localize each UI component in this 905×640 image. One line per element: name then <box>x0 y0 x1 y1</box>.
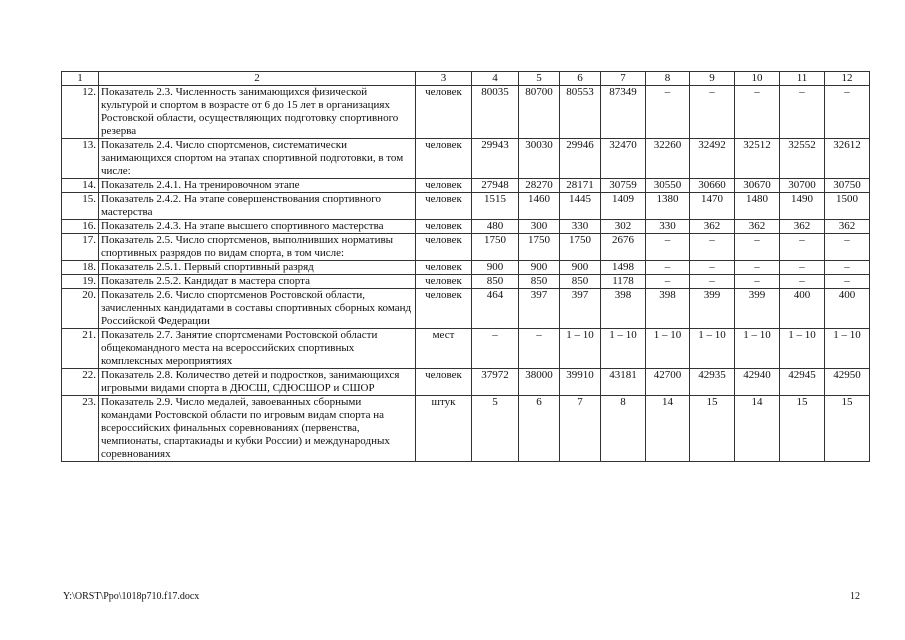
value-cell: 397 <box>560 289 601 329</box>
row-number: 21. <box>62 329 99 369</box>
unit-cell: человек <box>416 261 472 275</box>
indicator-name: Показатель 2.4. Число спортсменов, систематически занимающихся спортом на этапах спортивной подготовки, в том числе: <box>99 139 416 179</box>
value-cell: 29943 <box>472 139 519 179</box>
header-cell: 12 <box>825 72 870 86</box>
table-row <box>62 234 870 261</box>
value-cell: 27948 <box>472 179 519 193</box>
value-cell: 398 <box>646 289 690 329</box>
value-cell: 15 <box>690 396 735 462</box>
value-cell: 6 <box>519 396 560 462</box>
value-cell: 7 <box>560 396 601 462</box>
value-cell: 42950 <box>825 369 870 396</box>
table-body <box>62 72 870 462</box>
table-row <box>62 193 870 220</box>
footer-page-number: 12 <box>850 591 860 602</box>
value-cell: 30030 <box>519 139 560 179</box>
unit-cell: человек <box>416 289 472 329</box>
value-cell: – <box>690 261 735 275</box>
value-cell: 1750 <box>519 234 560 261</box>
value-cell: 400 <box>780 289 825 329</box>
table-row <box>62 369 870 396</box>
value-cell: 850 <box>472 275 519 289</box>
unit-cell: человек <box>416 179 472 193</box>
header-row <box>62 72 870 86</box>
header-cell: 5 <box>519 72 560 86</box>
indicator-name: Показатель 2.4.3. На этапе высшего спортивного мастерства <box>99 220 416 234</box>
value-cell: 1500 <box>825 193 870 220</box>
table-row <box>62 275 870 289</box>
value-cell: 400 <box>825 289 870 329</box>
header-cell: 11 <box>780 72 825 86</box>
value-cell: 39910 <box>560 369 601 396</box>
value-cell: 80553 <box>560 86 601 139</box>
value-cell: 15 <box>825 396 870 462</box>
row-number: 16. <box>62 220 99 234</box>
value-cell: 5 <box>472 396 519 462</box>
table-row <box>62 220 870 234</box>
value-cell: 29946 <box>560 139 601 179</box>
value-cell: 80700 <box>519 86 560 139</box>
header-cell: 1 <box>62 72 99 86</box>
unit-cell: человек <box>416 275 472 289</box>
header-cell: 10 <box>735 72 780 86</box>
value-cell: 850 <box>560 275 601 289</box>
header-cell: 7 <box>601 72 646 86</box>
value-cell: 32470 <box>601 139 646 179</box>
value-cell: 1 – 10 <box>690 329 735 369</box>
value-cell: 30660 <box>690 179 735 193</box>
value-cell: 42940 <box>735 369 780 396</box>
value-cell: 850 <box>519 275 560 289</box>
value-cell: – <box>735 234 780 261</box>
unit-cell: мест <box>416 329 472 369</box>
footer-file-path: Y:\ORST\Ppo\1018p710.f17.docx <box>63 591 200 602</box>
value-cell: 28270 <box>519 179 560 193</box>
value-cell: 14 <box>735 396 780 462</box>
value-cell: 1 – 10 <box>825 329 870 369</box>
value-cell: 30759 <box>601 179 646 193</box>
header-cell: 6 <box>560 72 601 86</box>
value-cell: 1460 <box>519 193 560 220</box>
value-cell: 1480 <box>735 193 780 220</box>
row-number: 12. <box>62 86 99 139</box>
value-cell: 480 <box>472 220 519 234</box>
value-cell: – <box>825 275 870 289</box>
row-number: 20. <box>62 289 99 329</box>
indicator-name: Показатель 2.6. Число спортсменов Ростовской области, зачисленных кандидатами в составы спортивных сборных команд Российской Федерации <box>99 289 416 329</box>
value-cell: 900 <box>519 261 560 275</box>
value-cell: 399 <box>735 289 780 329</box>
value-cell: – <box>519 329 560 369</box>
value-cell: 8 <box>601 396 646 462</box>
value-cell: 1 – 10 <box>780 329 825 369</box>
indicator-name: Показатель 2.4.2. На этапе совершенствования спортивного мастерства <box>99 193 416 220</box>
value-cell: 300 <box>519 220 560 234</box>
value-cell: 43181 <box>601 369 646 396</box>
value-cell: 1750 <box>472 234 519 261</box>
row-number: 17. <box>62 234 99 261</box>
unit-cell: человек <box>416 139 472 179</box>
unit-cell: человек <box>416 220 472 234</box>
value-cell: 30670 <box>735 179 780 193</box>
value-cell: 1750 <box>560 234 601 261</box>
value-cell: 464 <box>472 289 519 329</box>
table-row <box>62 261 870 275</box>
value-cell: 80035 <box>472 86 519 139</box>
value-cell: – <box>735 86 780 139</box>
unit-cell: человек <box>416 234 472 261</box>
value-cell: – <box>690 86 735 139</box>
row-number: 13. <box>62 139 99 179</box>
table-row <box>62 179 870 193</box>
indicator-name: Показатель 2.9. Число медалей, завоеванных сборными командами Ростовской области по игровым видам спорта на всероссийских финальных соревнованиях (первенства, чемпионаты, спартакиады и кубки России) и международных соревнованиях <box>99 396 416 462</box>
table-row <box>62 329 870 369</box>
value-cell: – <box>735 261 780 275</box>
value-cell: – <box>780 275 825 289</box>
value-cell: 1490 <box>780 193 825 220</box>
value-cell: 30700 <box>780 179 825 193</box>
indicator-name: Показатель 2.3. Численность занимающихся физической культурой и спортом в возрасте от 6 до 15 лет в организациях Ростовской области, осуществляющих подготовку спортивного резерва <box>99 86 416 139</box>
table-row <box>62 289 870 329</box>
value-cell: 30750 <box>825 179 870 193</box>
value-cell: – <box>646 275 690 289</box>
value-cell: 30550 <box>646 179 690 193</box>
value-cell: 37972 <box>472 369 519 396</box>
table-row <box>62 396 870 462</box>
value-cell: – <box>646 86 690 139</box>
value-cell: – <box>472 329 519 369</box>
value-cell: 330 <box>646 220 690 234</box>
value-cell: 1 – 10 <box>646 329 690 369</box>
value-cell: 14 <box>646 396 690 462</box>
value-cell: 1 – 10 <box>735 329 780 369</box>
value-cell: 1445 <box>560 193 601 220</box>
value-cell: – <box>825 234 870 261</box>
table-row <box>62 139 870 179</box>
unit-cell: человек <box>416 369 472 396</box>
value-cell: 1 – 10 <box>601 329 646 369</box>
value-cell: 32512 <box>735 139 780 179</box>
indicator-name: Показатель 2.5. Число спортсменов, выполнивших нормативы спортивных разрядов по видам спорта, в том числе: <box>99 234 416 261</box>
value-cell: 1470 <box>690 193 735 220</box>
value-cell: 42935 <box>690 369 735 396</box>
value-cell: – <box>690 275 735 289</box>
header-cell: 2 <box>99 72 416 86</box>
value-cell: – <box>646 261 690 275</box>
indicator-name: Показатель 2.8. Количество детей и подростков, занимающихся игровыми видами спорта в ДЮСШ, СДЮСШОР и СШОР <box>99 369 416 396</box>
value-cell: 900 <box>560 261 601 275</box>
header-cell: 8 <box>646 72 690 86</box>
value-cell: 32260 <box>646 139 690 179</box>
value-cell: 1515 <box>472 193 519 220</box>
table-row <box>62 86 870 139</box>
unit-cell: человек <box>416 86 472 139</box>
header-cell: 3 <box>416 72 472 86</box>
value-cell: 900 <box>472 261 519 275</box>
value-cell: 42700 <box>646 369 690 396</box>
value-cell: 1178 <box>601 275 646 289</box>
value-cell: 42945 <box>780 369 825 396</box>
value-cell: 362 <box>825 220 870 234</box>
value-cell: 399 <box>690 289 735 329</box>
value-cell: 32552 <box>780 139 825 179</box>
header-cell: 9 <box>690 72 735 86</box>
indicator-name: Показатель 2.5.2. Кандидат в мастера спорта <box>99 275 416 289</box>
value-cell: – <box>825 86 870 139</box>
value-cell: 1409 <box>601 193 646 220</box>
value-cell: 1 – 10 <box>560 329 601 369</box>
value-cell: – <box>780 86 825 139</box>
value-cell: 330 <box>560 220 601 234</box>
indicator-name: Показатель 2.4.1. На тренировочном этапе <box>99 179 416 193</box>
value-cell: 32612 <box>825 139 870 179</box>
value-cell: 362 <box>780 220 825 234</box>
indicator-name: Показатель 2.5.1. Первый спортивный разряд <box>99 261 416 275</box>
row-number: 18. <box>62 261 99 275</box>
value-cell: 32492 <box>690 139 735 179</box>
indicators-table <box>61 71 870 462</box>
value-cell: – <box>825 261 870 275</box>
value-cell: 38000 <box>519 369 560 396</box>
row-number: 23. <box>62 396 99 462</box>
value-cell: 15 <box>780 396 825 462</box>
unit-cell: человек <box>416 193 472 220</box>
value-cell: 28171 <box>560 179 601 193</box>
row-number: 15. <box>62 193 99 220</box>
row-number: 22. <box>62 369 99 396</box>
value-cell: 397 <box>519 289 560 329</box>
value-cell: – <box>780 261 825 275</box>
value-cell: 302 <box>601 220 646 234</box>
value-cell: – <box>646 234 690 261</box>
indicator-name: Показатель 2.7. Занятие спортсменами Ростовской области общекомандного места на всероссийских спортивных комплексных мероприятиях <box>99 329 416 369</box>
value-cell: – <box>735 275 780 289</box>
value-cell: – <box>780 234 825 261</box>
value-cell: 362 <box>735 220 780 234</box>
header-cell: 4 <box>472 72 519 86</box>
value-cell: 87349 <box>601 86 646 139</box>
value-cell: 1498 <box>601 261 646 275</box>
value-cell: – <box>690 234 735 261</box>
value-cell: 362 <box>690 220 735 234</box>
unit-cell: штук <box>416 396 472 462</box>
value-cell: 398 <box>601 289 646 329</box>
value-cell: 1380 <box>646 193 690 220</box>
row-number: 14. <box>62 179 99 193</box>
row-number: 19. <box>62 275 99 289</box>
value-cell: 2676 <box>601 234 646 261</box>
